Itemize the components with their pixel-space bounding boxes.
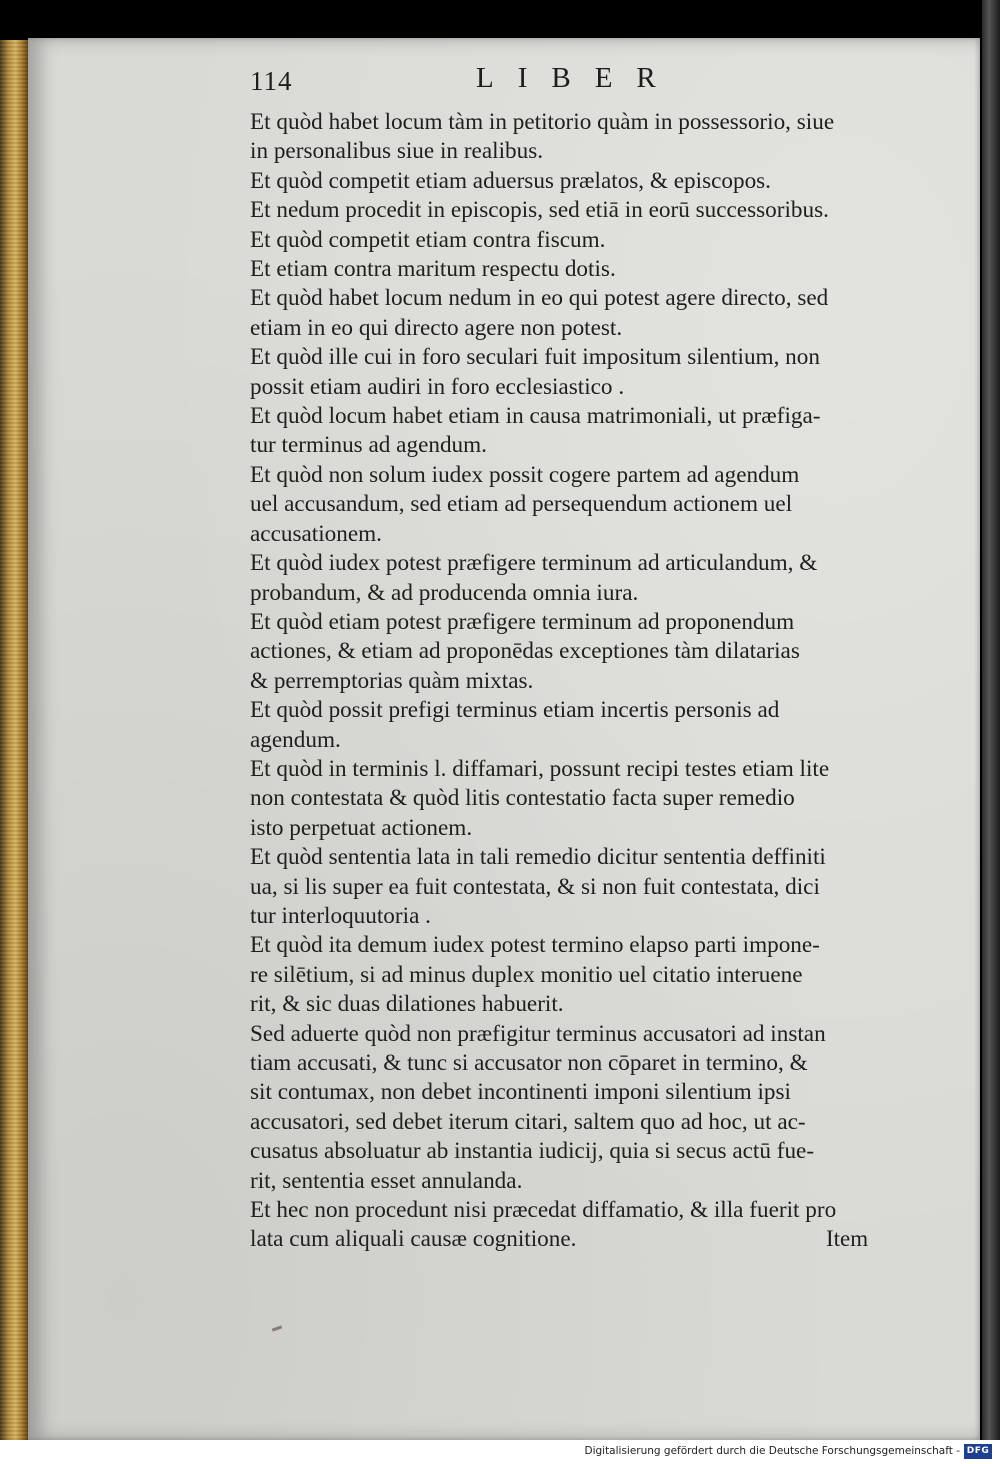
text-line: ua, si lis super ea fuit contestata, & si non fuit contestata, dici xyxy=(250,873,820,900)
text-line: tur interloquutoria . xyxy=(250,902,431,929)
text-entry xyxy=(250,549,930,608)
text-entry xyxy=(250,608,930,696)
text-line: actiones, & etiam ad proponēdas exceptiones tàm dilatarias xyxy=(250,638,800,665)
text-line: re silētium, si ad minus duplex monitio uel citatio interuene xyxy=(250,961,803,988)
footer-bar xyxy=(0,1440,1000,1464)
text-entry xyxy=(250,255,930,284)
text-entry xyxy=(250,931,930,1019)
running-head xyxy=(250,62,950,102)
text-entry xyxy=(250,108,930,167)
text-entry xyxy=(250,402,930,461)
text-entry xyxy=(250,461,930,549)
body-text xyxy=(250,108,930,1255)
text-line: tiam accusati, & tunc si accusator non cōparet in termino, & xyxy=(250,1050,808,1076)
book-edge xyxy=(0,40,28,1440)
text-entry xyxy=(250,343,930,402)
text-entry xyxy=(250,696,930,755)
text-line: probandum, & ad producenda omnia iura. xyxy=(250,579,639,606)
text-line: Et quòd in terminis l. diffamari, possunt recipi testes etiam lite xyxy=(250,755,830,782)
text-line: cusatus absoluatur ab instantia iudicij, quia si secus actū fue- xyxy=(250,1138,815,1165)
text-line: rit, sententia esset annulanda. xyxy=(250,1167,523,1194)
text-line: in personalibus siue in realibus. xyxy=(250,138,544,165)
text-line: accusatori, sed debet iterum citari, saltem quo ad hoc, ut ac- xyxy=(250,1108,806,1135)
text-line: lata cum aliquali causæ cognitione. xyxy=(250,1226,577,1253)
text-line: Et quòd etiam potest præfigere terminum ad proponendum xyxy=(250,608,795,635)
text-line: Et quòd habet locum tàm in petitorio quàm in possessorio, siue xyxy=(250,109,835,135)
text-line: Sed aduerte quòd non præfigitur terminus accusatori ad instan xyxy=(250,1020,826,1047)
dfg-logo: DFG xyxy=(964,1444,992,1459)
text-line: uel accusandum, sed etiam ad persequendum actionem uel xyxy=(250,491,793,518)
text-line: Et quòd sententia lata in tali remedio dicitur sententia deffiniti xyxy=(250,844,826,871)
text-entry xyxy=(250,1020,930,1196)
text-line: isto perpetuat actionem. xyxy=(250,814,473,841)
text-entry xyxy=(250,843,930,931)
page-number: 114 xyxy=(250,66,293,96)
text-line: Et hec non procedunt nisi præcedat diffamatio, & illa fuerit pro xyxy=(250,1197,837,1224)
text-line: Et quòd competit etiam aduersus prælatos, & episcopos. xyxy=(250,167,771,194)
text-line: accusationem. xyxy=(250,520,382,547)
funding-credit: Digitalisierung gefördert durch die Deutsche Forschungsgemeinschaft - xyxy=(584,1445,960,1457)
text-line: non contestata & quòd litis contestatio facta super remedio xyxy=(250,785,795,812)
text-line: Et quòd ille cui in foro seculari fuit impositum silentium, non xyxy=(250,344,820,371)
catchword: Item xyxy=(826,1226,869,1251)
running-title: LIBER xyxy=(476,62,680,94)
text-entry xyxy=(250,167,930,196)
text-line: & perremptorias quàm mixtas. xyxy=(250,667,534,694)
text-line: Et quòd competit etiam contra fiscum. xyxy=(250,226,606,253)
text-line: Et quòd iudex potest præfigere terminum ad articulandum, & xyxy=(250,550,818,577)
text-line: Et nedum procedit in episcopis, sed etiā in eorū successoribus. xyxy=(250,197,829,224)
text-entry xyxy=(250,755,930,843)
text-line: Et quòd habet locum nedum in eo qui potest agere directo, sed xyxy=(250,285,829,312)
book-spine-shadow xyxy=(982,0,1000,1440)
text-line: possit etiam audiri in foro ecclesiastico . xyxy=(250,373,625,400)
text-line: Et quòd locum habet etiam in causa matrimoniali, ut præfiga- xyxy=(250,403,821,430)
text-line: tur terminus ad agendum. xyxy=(250,432,487,459)
text-line: etiam in eo qui directo agere non potest. xyxy=(250,314,623,341)
text-line: agendum. xyxy=(250,726,341,753)
text-line: Et etiam contra maritum respectu dotis. xyxy=(250,256,616,283)
text-line: Et quòd ita demum iudex potest termino elapso parti impone- xyxy=(250,932,820,959)
text-entry xyxy=(250,226,930,255)
text-line: Et quòd possit prefigi terminus etiam incertis personis ad xyxy=(250,697,780,724)
text-line: sit contumax, non debet incontinenti imponi silentium ipsi xyxy=(250,1079,791,1106)
text-entry xyxy=(250,284,930,343)
text-line: Et quòd non solum iudex possit cogere partem ad agendum xyxy=(250,461,800,488)
text-entry xyxy=(250,196,930,225)
text-line: rit, & sic duas dilationes habuerit. xyxy=(250,991,564,1018)
